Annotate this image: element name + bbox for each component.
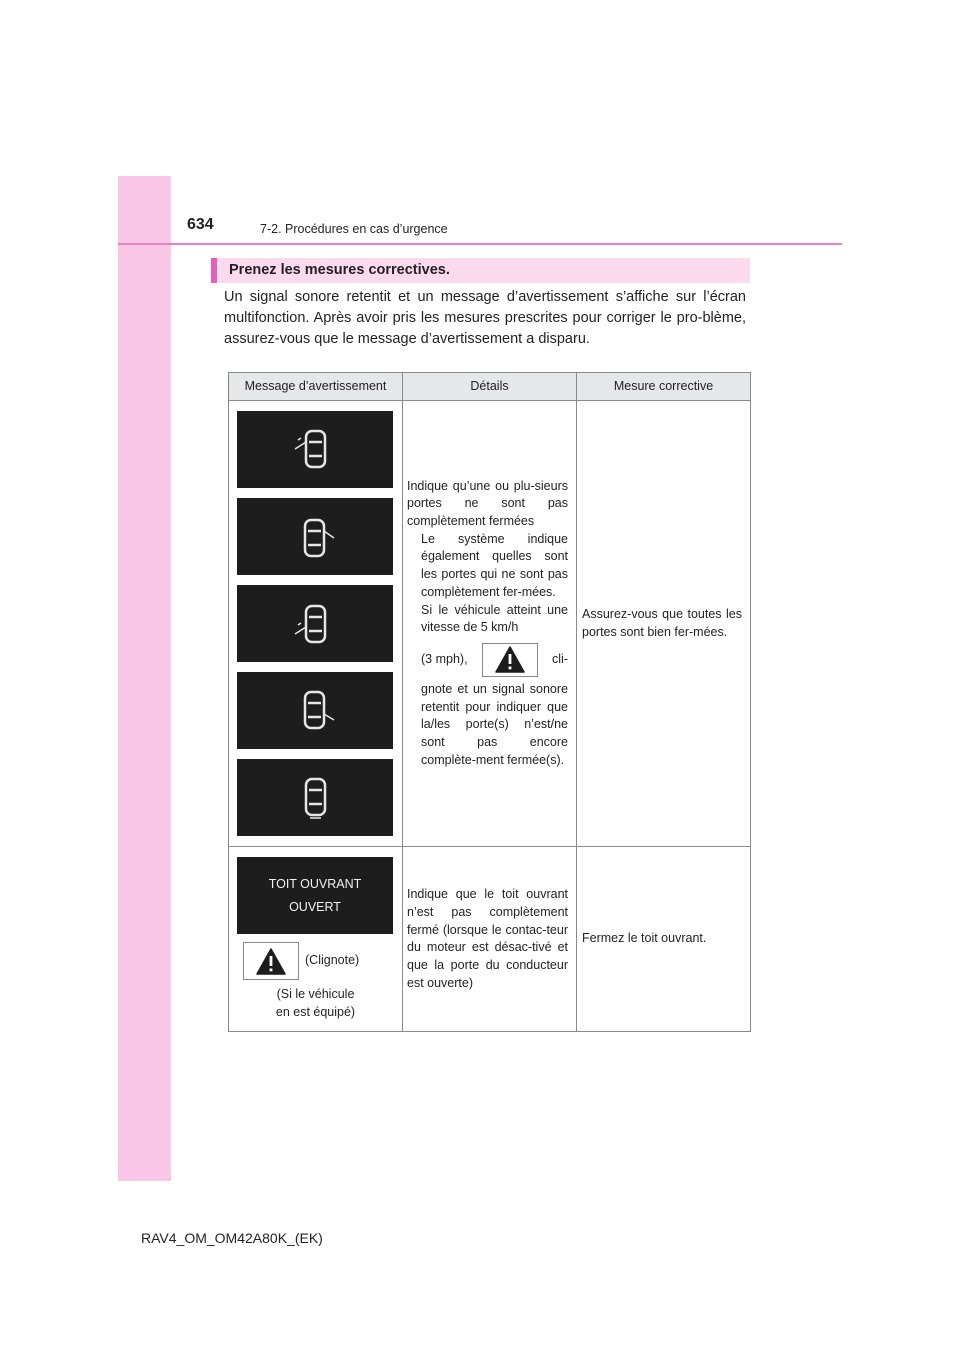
equipment-note-line1: (Si le véhicule [276, 987, 355, 1001]
equipment-note-line2: en est équipé) [275, 1004, 356, 1019]
door-details-cell [403, 401, 577, 847]
master-warning-icon [243, 942, 299, 980]
door-open-rear-left-icon [237, 585, 393, 662]
sunroof-open-screen [237, 857, 393, 934]
warning-table [228, 372, 751, 1032]
sunroof-screen-line1: TOIT OUVRANT [268, 876, 362, 891]
details-system: Le système indique également quelles sont les portes qui ne sont pas complètement fer-mées. [421, 531, 568, 599]
trunk-open-icon [237, 759, 393, 836]
table-header-row [229, 373, 751, 401]
equipment-note [229, 986, 402, 1021]
header-message: Message d’avertissement [229, 373, 403, 401]
sunroof-details-cell: Indique que le toit ouvrant n’est pas complètement fermé (lorsque le contac-teur du moteur est désac-tivé et que la porte du conducteur est ouverte) [403, 847, 577, 1032]
door-open-front-right-icon [237, 498, 393, 575]
section-title: 7-2. Procédures en cas d’urgence [260, 222, 448, 236]
heading-bar [211, 258, 750, 283]
intro-paragraph: Un signal sonore retentit et un message d’avertissement s’affiche sur l’écran multifonction. Après avoir pris les mesures prescrites pour corriger le pro-blème, assurez-vous que le message d’avertissement a disparu. [224, 289, 746, 347]
table-row [229, 847, 751, 1032]
footer-code: RAV4_OM_OM42A80K_(EK) [141, 1230, 323, 1246]
header-details: Détails [403, 373, 577, 401]
heading-text: Prenez les mesures correctives. [229, 262, 450, 278]
details-intro: Indique qu’une ou plu-sieurs portes ne sont pas complètement fermées [407, 478, 568, 528]
side-tab-band [118, 176, 171, 1181]
sunroof-action-cell: Fermez le toit ouvrant. [577, 847, 751, 1032]
details-speed-cli: cli- [552, 652, 568, 667]
door-screens-cell [229, 401, 403, 847]
sunroof-message-cell [229, 847, 403, 1032]
details-warning-line [421, 643, 568, 677]
header-action: Mesure corrective [577, 373, 751, 401]
table-row [229, 401, 751, 847]
details-speed: Si le véhicule atteint une vitesse de 5 km/h [421, 602, 568, 635]
page-number: 634 [187, 216, 214, 233]
sunroof-warning-line [237, 942, 402, 980]
details-speed-mph: (3 mph), [421, 652, 468, 667]
door-open-rear-right-icon [237, 672, 393, 749]
blink-note: (Clignote) [305, 953, 360, 968]
details-speed-rest: gnote et un signal sonore retentit pour indiquer que la/les porte(s) n’est/ne sont pas encore complète-ment fermée(s). [421, 681, 568, 767]
door-action-cell: Assurez-vous que toutes les portes sont bien fer-mées. [577, 401, 751, 847]
door-open-front-left-icon [237, 411, 393, 488]
header-rule [118, 243, 842, 245]
sunroof-screen-line2: OUVERT [289, 899, 341, 914]
master-warning-icon [482, 643, 538, 677]
